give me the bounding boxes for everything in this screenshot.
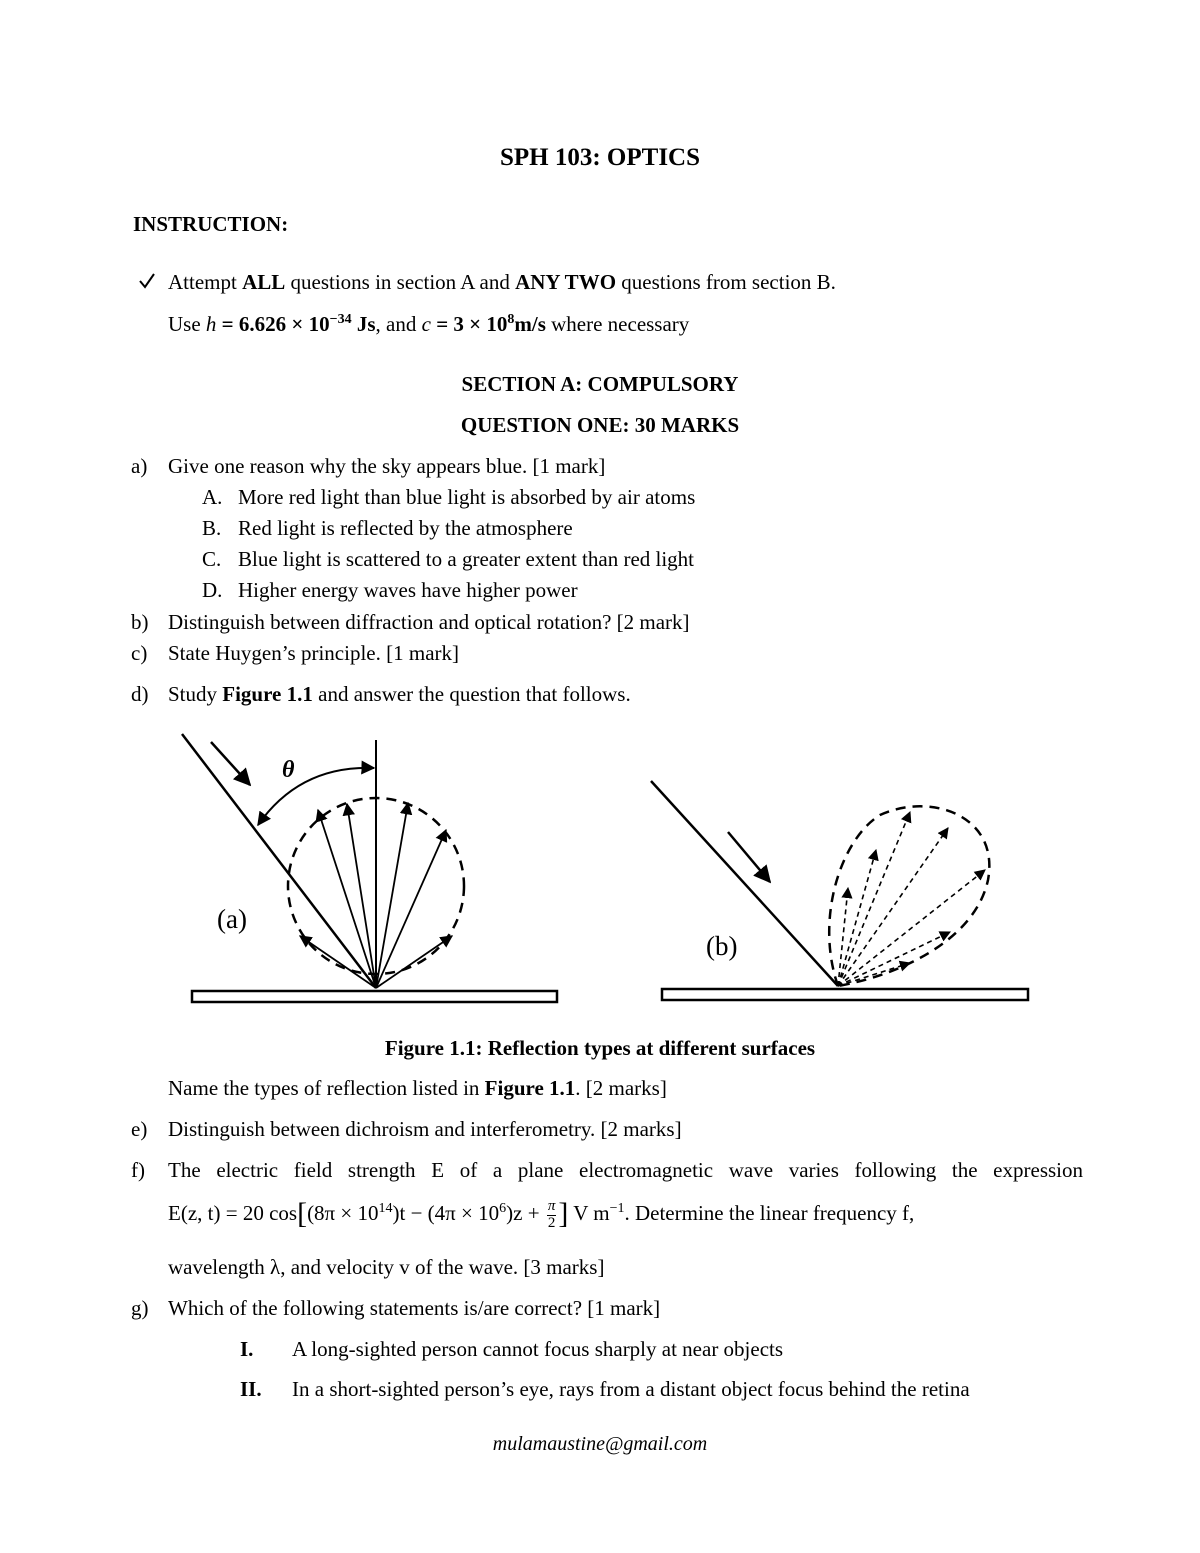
question-f-text-end: wavelength λ, and velocity v of the wave. [3 marks] xyxy=(168,1255,605,1279)
statement-text: In a short-sighted person’s eye, rays from a distant object focus behind the retina xyxy=(292,1377,970,1401)
question-d-label: d) xyxy=(131,682,149,706)
question-a-text: Give one reason why the sky appears blue. [1 mark] xyxy=(168,454,606,478)
option-label: C. xyxy=(202,547,222,571)
question-g-text: Which of the following statements is/are correct? [1 mark] xyxy=(168,1296,661,1320)
question-a-label: a) xyxy=(131,454,148,478)
question-g-label: g) xyxy=(131,1296,149,1320)
surface-b xyxy=(662,989,1028,1000)
option-text: Higher energy waves have higher power xyxy=(238,578,578,602)
question-b-text: Distinguish between diffraction and optical rotation? [2 mark] xyxy=(168,610,690,634)
option-label: B. xyxy=(202,516,222,540)
incident-ray-a xyxy=(182,734,376,988)
instruction-line-1: Attempt ALL questions in section A and ANY TWO questions from section B. xyxy=(168,270,836,294)
scatter-envelope-b xyxy=(829,806,989,986)
statement-text: A long-sighted person cannot focus sharply at near objects xyxy=(292,1337,784,1361)
option-text: More red light than blue light is absorbed by air atoms xyxy=(238,485,696,509)
instruction-heading: INSTRUCTION: xyxy=(133,212,289,236)
label-b: (b) xyxy=(706,931,738,961)
instruction-line-2: Use $h = 6.626 \times 10^{-34}$ Js, and $c = 3 \times 10^8m/s$ where necessary xyxy=(168,312,690,336)
diagram-b xyxy=(651,781,1028,1000)
question-e-text: Distinguish between dichroism and interferometry. [2 marks] xyxy=(168,1117,682,1141)
reflection-figure xyxy=(0,720,1200,1020)
question-f-equation: E(z, t) = 20 $\cos[(8\pi \times 10^{14})t - (4\pi \times 10^6)z$ + $\frac{\pi}{2}$ ] V $m^{-1}$. Determine the linear frequency f, xyxy=(168,1197,915,1231)
check-mark-icon xyxy=(138,271,156,296)
question-one-heading: QUESTION ONE: 30 MARKS xyxy=(460,413,740,437)
statement-label: I. xyxy=(240,1337,254,1361)
angle-arc xyxy=(258,768,374,825)
option-text: Blue light is scattered to a greater extent than red light xyxy=(238,547,695,571)
question-d-text: Study Figure 1.1 and answer the question that follows. xyxy=(168,682,631,706)
option-label: D. xyxy=(202,578,223,602)
question-b-label: b) xyxy=(131,610,149,634)
diagram-a xyxy=(182,734,557,1002)
question-c-text: State Huygen’s principle. [1 mark] xyxy=(168,641,460,665)
question-f-text: The electric field strength E of a plane electromagnetic wave varies following the expression xyxy=(168,1158,1083,1182)
statement-label: II. xyxy=(240,1377,262,1401)
surface-a xyxy=(192,991,557,1002)
scattered-rays-b xyxy=(838,812,985,986)
section-a-heading: SECTION A: COMPULSORY xyxy=(461,372,739,396)
question-c-label: c) xyxy=(131,641,148,665)
label-a: (a) xyxy=(217,904,247,934)
incident-arrow-b xyxy=(728,832,770,882)
question-f-label: f) xyxy=(131,1158,145,1182)
theta-label: θ xyxy=(282,757,295,783)
option-text: Red light is reflected by the atmosphere xyxy=(238,516,573,540)
footer-email: mulamaustine@gmail.com xyxy=(492,1433,708,1455)
question-d-follow-up: Name the types of reflection listed in Figure 1.1. [2 marks] xyxy=(168,1076,667,1100)
incident-ray-b xyxy=(651,781,838,986)
option-label: A. xyxy=(202,485,223,509)
figure-caption: Figure 1.1: Reflection types at different surfaces xyxy=(384,1036,816,1060)
question-e-label: e) xyxy=(131,1117,148,1141)
page-title: SPH 103: OPTICS xyxy=(499,144,701,171)
